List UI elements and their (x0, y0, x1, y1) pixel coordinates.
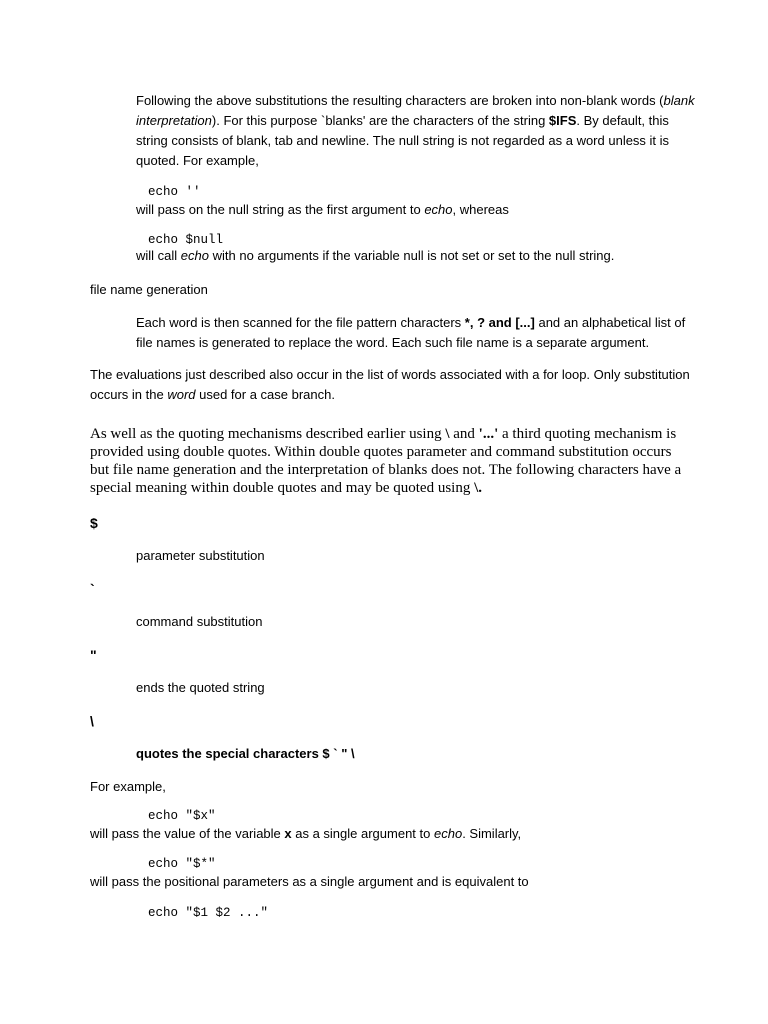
text-run: will pass the value of the variable (90, 826, 285, 841)
emphasis-term: blank interpretation (136, 93, 695, 128)
blank-interpretation-paragraph (136, 91, 696, 171)
code-example-positional: echo "$1 $2 ..." (148, 906, 269, 920)
text-run: as a single argument to (291, 826, 434, 841)
pattern-characters: *, ? and [...] (464, 315, 535, 330)
text-run: and (449, 426, 479, 442)
special-char-double-quote: " (90, 647, 97, 663)
text-run: As well as the quoting mechanisms described earlier using (90, 426, 446, 442)
special-char-dollar: $ (90, 515, 98, 531)
code-example-x: echo "$x" (148, 809, 216, 823)
special-char-desc: command substitution (136, 614, 263, 629)
emphasis-command: echo (424, 202, 453, 217)
text-run: Each word is then scanned for the file pattern characters (136, 315, 465, 330)
text-run: a third quoting mechanism is provided using double quotes. Within double quotes parameter and command substitution occurs but file name generation and the interpretation of blanks does not. The following characters have a special meaning within double quotes and may be quoted using (90, 426, 682, 496)
special-char-desc: ends the quoted string (136, 680, 265, 695)
backslash-char: \. (474, 480, 483, 496)
emphasis-word: word (167, 387, 196, 402)
special-char-desc: quotes the special characters $ ` " \ (136, 746, 355, 761)
text-run: will call (136, 248, 181, 263)
null-variable-explanation (136, 246, 696, 266)
ifs-variable: $IFS (548, 113, 577, 128)
text-run: . By default, this string consists of blank, tab and newline. The null string is not regarded as a word unless it is quoted. For example, (136, 113, 670, 168)
text-run: , whereas (452, 202, 509, 217)
emphasis-command: echo (433, 826, 463, 841)
backslash-char: \ (445, 426, 450, 442)
text-run: will pass on the null string as the first argument to (136, 202, 425, 217)
text-run: ). For this purpose `blanks' are the characters of the string (211, 113, 549, 128)
section-heading-file-name-generation: file name generation (90, 282, 208, 297)
file-name-generation-paragraph (136, 313, 696, 353)
text-run: Following the above substitutions the resulting characters are broken into non-blank words ( (136, 93, 664, 108)
text-run: . Similarly, (462, 826, 522, 841)
special-char-backslash: \ (90, 713, 94, 729)
code-example-null-string: echo '' (148, 185, 201, 199)
text-run: and an alphabetical list of file names is generated to replace the word. Each such file name is a separate argument. (136, 315, 686, 350)
text-run: with no arguments if the variable null is not set or set to the null string. (209, 248, 615, 263)
evaluations-paragraph (90, 365, 690, 405)
text-run: The evaluations just described also occur in the list of words associated with a for loop. Only substitution occurs in the (90, 367, 690, 402)
example-explanation-x (90, 824, 690, 844)
special-char-desc: parameter substitution (136, 548, 265, 563)
text-run: used for a case branch. (195, 387, 335, 402)
emphasis-command: echo (180, 248, 209, 263)
null-string-explanation (136, 200, 696, 220)
double-quotes-paragraph (90, 425, 690, 497)
example-explanation-star: will pass the positional parameters as a single argument and is equivalent to (90, 874, 529, 889)
code-example-star: echo "$*" (148, 857, 216, 871)
special-char-backtick: ` (90, 581, 95, 597)
code-example-null-variable: echo $null (148, 233, 224, 247)
examples-intro: For example, (90, 779, 166, 794)
single-quote-chars: '...' (478, 426, 499, 442)
variable-name: x (284, 826, 292, 841)
